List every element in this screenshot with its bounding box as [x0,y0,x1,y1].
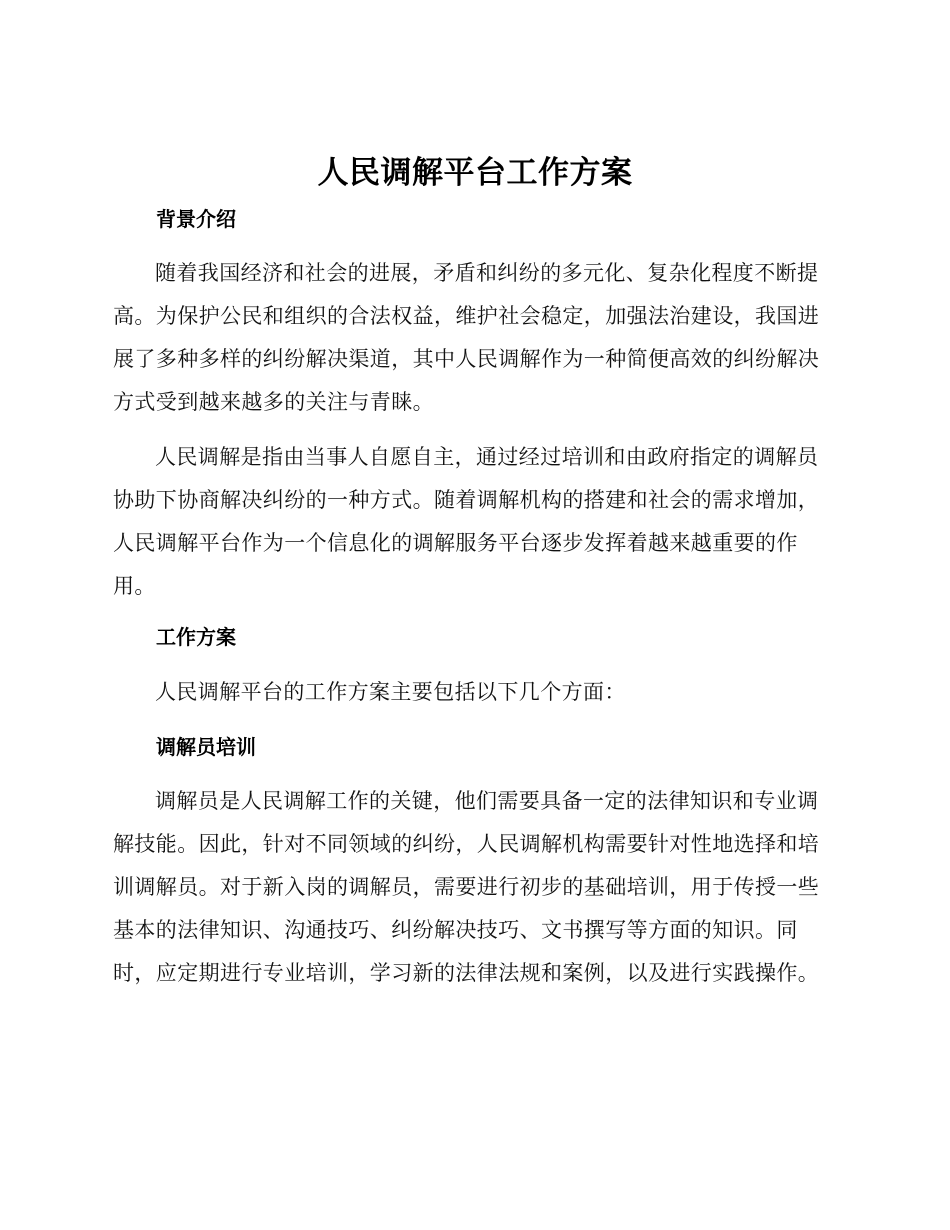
section-heading-plan: 工作方案 [156,625,236,649]
section-heading-background: 背景介绍 [156,207,236,231]
paragraph-background-1: 随着我国经济和社会的进展，矛盾和纠纷的多元化、复杂化程度不断提高。为保护公民和组织的合法权益，维护社会稳定，加强法治建设，我国进展了多种多样的纠纷解决渠道，其中人民调解作为一种简便高效的纠纷解决方式受到越来越多的关注与青睐。 [113,261,820,414]
document-title: 人民调解平台工作方案 [317,155,633,191]
paragraph-background-2: 人民调解是指由当事人自愿自主，通过经过培训和由政府指定的调解员协助下协商解决纠纷的一种方式。随着调解机构的搭建和社会的需求增加，人民调解平台作为一个信息化的调解服务平台逐步发挥着越来越重要的作用。 [113,445,820,598]
paragraph-training: 调解员是人民调解工作的关键，他们需要具备一定的法律知识和专业调解技能。因此，针对不同领域的纠纷，人民调解机构需要针对性地选择和培训调解员。对于新入岗的调解员，需要进行初步的基础培训，用于传授一些基本的法律知识、沟通技巧、纠纷解决技巧、文书撰写等方面的知识。同时，应定期进行专业培训，学习新的法律法规和案例，以及进行实践操作。 [113,789,820,985]
section-heading-training: 调解员培训 [156,735,256,759]
paragraph-plan-intro: 人民调解平台的工作方案主要包括以下几个方面： [155,680,626,704]
